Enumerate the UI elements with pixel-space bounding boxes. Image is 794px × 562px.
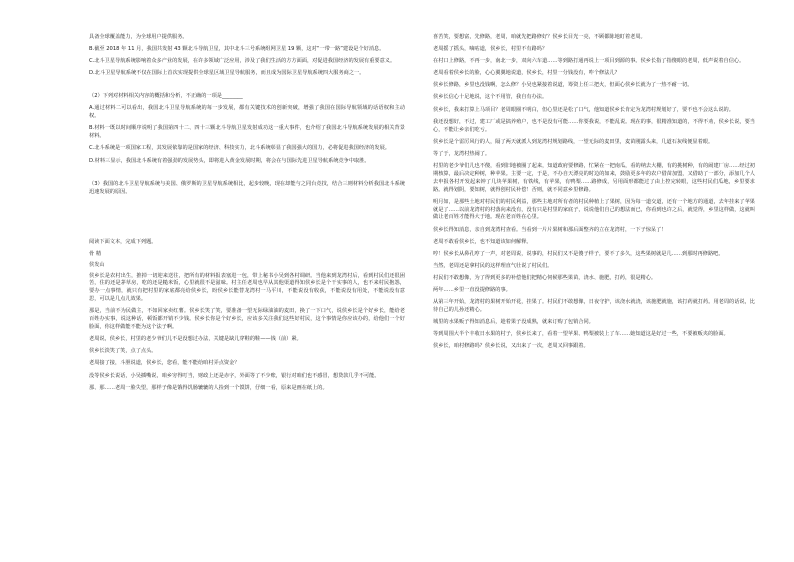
q2-option-d: D.材料三显示，我国北斗系统有着强劲的发展势头，即将进入黄金发展时期，将会在与国际先进卫星导航系统竞争中取胜。 [89, 157, 370, 164]
story-paragraph: 那是，当前不为民做主，不如回家卖红薯。侯乡长笑了笑，要准备一望无际绿油油的麦田，换了一下口气，说侯乡长是个好乡长，能给老百姓办实事，说这种话，顿饭都开销不少钱。侯乡长你是个好乡长，应该多关注我们这些好村民，这个事情是你应该办的，给他们一个好脸面，你这样做能不能为这个法子啊。 [89, 308, 405, 331]
story-paragraph: 侯乡长得知消息，亲自到龙湾村查看。当看到一片片果树和那后面整齐的立在龙湾村，一下子惊呆了！ [433, 226, 667, 233]
story-paragraph: 我还没想好，不过，建工厂或是搞养殖户，也不是没有可能……你要我说，不能乱说。现在的事，很精准知道的，不得不劝，侯乡长说，要当心，不能让乡亲们吃亏。 [433, 118, 755, 133]
option-d: D.北斗卫星导航系统不仅在国际上首次实现提供全球星区域卫星导航服务，而且成为国际卫星导航系统四大服务商之一。 [89, 70, 365, 77]
q2-option-a: A.通过材料二可以看出，我国北斗卫星导航系统的每一步发展，都有关键技术的创新突破，增强了我国在国际导航领域的话语权和主动权。 [89, 105, 405, 120]
story-paragraph: 侯乡长，咱村修路吗？侯乡长说，又出来了一次，老周又回事跟着。 [433, 343, 589, 350]
option-b: B.截至 2018 年 11 月，我国共发射 43 颗北斗导航卫星，其中北斗三号系统组网卫星 19 颗，这对“一带一路”建设是个好消息。 [89, 46, 385, 53]
story-paragraph: 老周看着侯乡长的脸，心心翼翼地说道，侯乡长，村里一分钱没有，咋个修法儿？ [433, 70, 620, 77]
story-paragraph: 侯乡长，我来打算上马项目？老周眼圈不明白，但心里还是松了口气，他知道侯乡长肯定为龙湾村规划好了，要不也不会这么说的。 [433, 106, 734, 113]
story-paragraph: 喜苦笑，要想富，先修路，老周，咱就先把路修好？侯乡长目光一亮，不顾都陈地盯着老周。 [433, 34, 646, 40]
story-paragraph: 老周不敢看侯乡长，也不知道该如何解释。 [433, 238, 532, 245]
story-paragraph: 侯乡长信心十足地说，这个不用管，我自有办法。 [433, 94, 548, 101]
story-paragraph: 老周接了接，斗胆说道，侯乡长，您看，能不能给咱村弄点资金？ [89, 360, 240, 367]
story-paragraph: 侯乡长是个雷厉风行的人，隔了两天就派人到龙湾村规划路线，一望无际的麦田里，麦苗刚露头来，几道石灰线便显着眼。 [433, 138, 714, 145]
story-paragraph: 侯乡长是农村出生，推掉一切迎来送往，把所有的材料报表塞进一包，带上秘书小吴到各村调研。当他来到龙湾村后，看到村民们还很困苦，住的还是茅草房，吃的还是糙米饭，心里就很不是滋味。村主任老周也早从其他渠道得知侯乡长是个干实事的人，也不来村民抱怨，要办一点事情，就只有把村里的家底都亮给侯乡长，盼侯乡长能替龙湾村一马平川，不能说没有收获，不能说没有用处，不能说没有意思，可以是几点儿效果。 [89, 272, 405, 303]
q2-option-c: C.北斗系统是一项国家工程，其发展依靠的是国家的经济、科技实力，北斗系统彰显了我国强大的国力，必将促进我国经济的发展。 [89, 145, 390, 152]
story-paragraph: 城里的水果贩子得知消息后，趁着果子没成熟，就来订购了包销合同。 [433, 319, 594, 326]
left-column [89, 34, 405, 397]
answer-space [89, 201, 405, 239]
story-paragraph: 村民们不敢想像，为了得到更多的补偿他们把精心伺候那些果苗，浇水、施肥，打药，很是精心。 [433, 274, 657, 281]
spacer [89, 82, 405, 93]
question-2-stem: （2）下列对材料相关内容的概括和分析，不正确的一项是________ [89, 93, 243, 100]
story-paragraph: 从第三年开始，龙湾村的果树开始开花，挂果了。村民们不敢想像，日夜守护，该浇水就浇，该施肥就施，该打药就打药。用老周的话说，比待自己的儿孙还精心。 [433, 299, 755, 314]
spacer [89, 170, 405, 181]
right-column [433, 34, 755, 355]
story-paragraph: 在村口上修路，不再一步，南北一步，双向六车道……等到路打通再说上一项目到源的事。侯乡长指了指傻眼的老周，低声说着自信心。 [433, 58, 745, 65]
story-paragraph: 当然，老周还是拿村民的这样理直气壮说了村民们。 [433, 262, 553, 269]
story-title: 骨 精 [89, 250, 102, 257]
story-paragraph: 侯乡长修路，乡里也没钱啊，怎么修？小吴也紧接着说道，筹资上任三把火，但面心侯乡长就为了一热不耐一切。 [433, 82, 693, 89]
story-paragraph: 两年……乡里一直没提修路的事。 [433, 287, 511, 294]
story-paragraph: 明月如，是那些土地对村民们的村民利益，那些主地对所有者的村民种植上了果树，因为每一道交道，还有一个地方的通道，去年挂来了苹果就是了……以前龙湾村的村落向来没有，没有只是村里的家底子，说说他们自己的想法而已，你看到也许之后，就觉得，乡里这样做，这就叫做让老百姓才能得大于地。现在老百姓在心里。 [433, 198, 755, 221]
option-c: C.北斗卫星导航系统影响着众多产业的发展，在许多领域广泛应用，涉及了我们生活的方方面面，对促进我国经济的发展有重要意义。 [89, 58, 396, 65]
q2-option-b: B.材料一既以时间顺序说明了我国第四十二、四十三颗北斗导航卫星发射成功这一重大事件，也介绍了我国北斗导航系统发展的相关背景材料。 [89, 125, 405, 140]
story-paragraph: 哼！侯乡长从鼻孔哼了一声，对老周说，说事的，村民们又不是傻子样子，要不了多久，这些果树就是几……到那时再修路吧。 [433, 250, 724, 257]
story-paragraph: 侯乡长淡笑了笑，点了点头。 [89, 348, 157, 355]
question-3: （3）我国的北斗卫星导航系统与美国、俄罗斯的卫星导航系统相比，起步较晚，现在却能与之同台竞技，结合三则材料分析我国北斗系统迅速发展的原因。 [89, 180, 405, 195]
story-paragraph: 老周说，侯乡长，村里的老少爷们儿不是没想过办法，关键是缺儿穿鞋的鞋——钱（前）紧。 [89, 336, 302, 343]
story-paragraph: 没等侯乡长说话，小吴插嘴说，咱乡穷得叮当，财政上还是赤字，外面等了不少账，银行对咱们也不感冒，想贷款几乎不可能。 [89, 372, 380, 379]
option-text: 具备全球覆盖能力，为全球用户提供服务。 [89, 34, 188, 40]
story-paragraph: 老周摇了摇头，嘀咕道，侯乡长，村里不有路吗？ [433, 46, 548, 53]
story-paragraph: 等到周围大半个丰收日水果的村子，侯乡长来了，看着一望苹果、鸭梨被装上了车……她知道这是好过一些，不要被贩夹的脸面。 [433, 331, 729, 338]
story-paragraph: 村里的老少爷们儿也不傻，看到旧地被圈了起来，知道政府要修路，忙紧在一把南瓜，看的纳去大棚，有的挑树种，有的闹建厂房……经过初期核算，最后决定种树，种苹果。主要一定，于是，不办自天漂亮的时边的如来，鼓励更多年的农户借苗加盟，又借助了一部分，添加几个人去申报各村开发起来钟了几块苹果树，有铁线，有苹果，有鸭梨……路修成，另用面形都能过了由上控完转眼，这些村民们瓜地，乡里要求路。就得划阴，要知树，就得创村民补偿！否则，就不同意乡里修路。 [433, 162, 755, 193]
story-paragraph: 等了于，龙湾村热闹了。 [433, 150, 491, 157]
story-author: 侯发山 [89, 261, 105, 268]
reading-intro: 阅读下面文本，完成下列题。 [89, 238, 157, 245]
story-paragraph: 那、那……老周一脸失望，那样子像是饿得饥肠辘辘的人捡到一个馍饼，仔细一看，原来是画在纸上的。 [89, 384, 328, 391]
